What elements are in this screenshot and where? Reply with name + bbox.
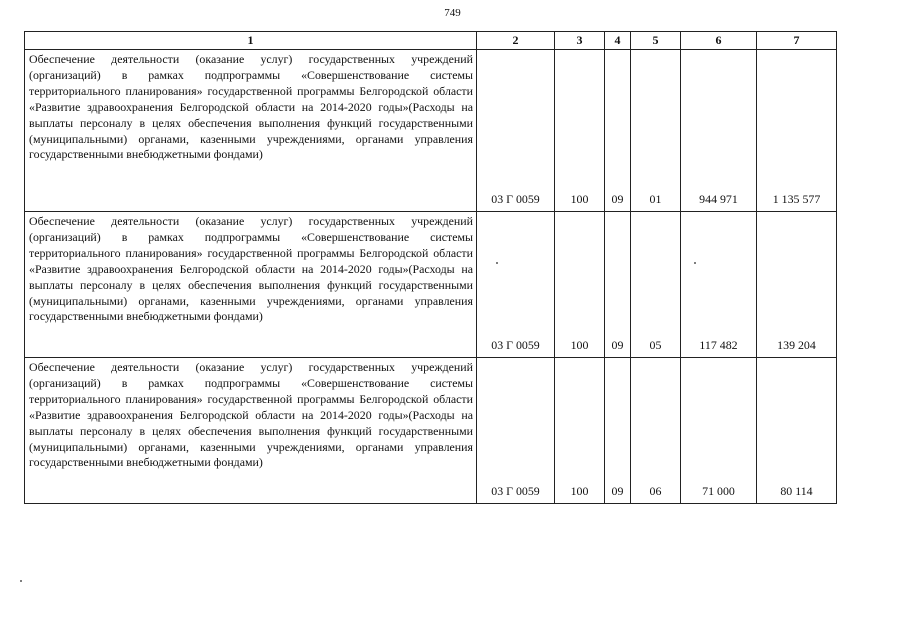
column-header-5: 5 xyxy=(631,32,681,50)
row-type: 100 xyxy=(555,358,605,504)
row-section: 09 xyxy=(605,212,631,358)
row-description: Обеспечение деятельности (оказание услуг) государственных учреждений (организаций) в рамках подпрограммы «Совершенствование системы территориального планирования» государственной программы Белгородской области «Развитие здравоохранения Белгородской области на 2014-2020 годы»(Расходы на выплаты персоналу в целях обеспечения выполнения функций государственными (муниципальными) органами, казенными учреждениями, органами управления государственными внебюджетными фондами) xyxy=(25,358,477,504)
column-header-4: 4 xyxy=(605,32,631,50)
row-type: 100 xyxy=(555,50,605,212)
scan-speck xyxy=(694,262,696,264)
row-subsection: 01 xyxy=(631,50,681,212)
table-row xyxy=(25,212,837,358)
scan-speck xyxy=(496,262,498,264)
column-header-7: 7 xyxy=(757,32,837,50)
row-amount-6: 944 971 xyxy=(681,50,757,212)
budget-table xyxy=(24,31,837,504)
row-amount-7: 80 114 xyxy=(757,358,837,504)
row-code: 03 Г 0059 xyxy=(477,50,555,212)
row-subsection: 05 xyxy=(631,212,681,358)
row-code: 03 Г 0059 xyxy=(477,212,555,358)
page-number: 749 xyxy=(444,7,461,19)
row-description: Обеспечение деятельности (оказание услуг) государственных учреждений (организаций) в рамках подпрограммы «Совершенствование системы территориального планирования» государственной программы Белгородской области «Развитие здравоохранения Белгородской области на 2014-2020 годы»(Расходы на выплаты персоналу в целях обеспечения выполнения функций государственными (муниципальными) органами, казенными учреждениями, органами управления государственными внебюджетными фондами) xyxy=(25,212,477,358)
table-header-row xyxy=(25,32,837,50)
row-amount-6: 71 000 xyxy=(681,358,757,504)
row-amount-7: 139 204 xyxy=(757,212,837,358)
column-header-2: 2 xyxy=(477,32,555,50)
column-header-3: 3 xyxy=(555,32,605,50)
row-section: 09 xyxy=(605,50,631,212)
row-section: 09 xyxy=(605,358,631,504)
table-row xyxy=(25,358,837,504)
row-amount-6: 117 482 xyxy=(681,212,757,358)
row-code: 03 Г 0059 xyxy=(477,358,555,504)
row-type: 100 xyxy=(555,212,605,358)
scan-speck xyxy=(20,580,22,582)
row-subsection: 06 xyxy=(631,358,681,504)
column-header-1: 1 xyxy=(25,32,477,50)
column-header-6: 6 xyxy=(681,32,757,50)
row-description: Обеспечение деятельности (оказание услуг) государственных учреждений (организаций) в рамках подпрограммы «Совершенствование системы территориального планирования» государственной программы Белгородской области «Развитие здравоохранения Белгородской области на 2014-2020 годы»(Расходы на выплаты персоналу в целях обеспечения выполнения функций государственными (муниципальными) органами, казенными учреждениями, органами управления государственными внебюджетными фондами) xyxy=(25,50,477,212)
table-row xyxy=(25,50,837,212)
row-amount-7: 1 135 577 xyxy=(757,50,837,212)
